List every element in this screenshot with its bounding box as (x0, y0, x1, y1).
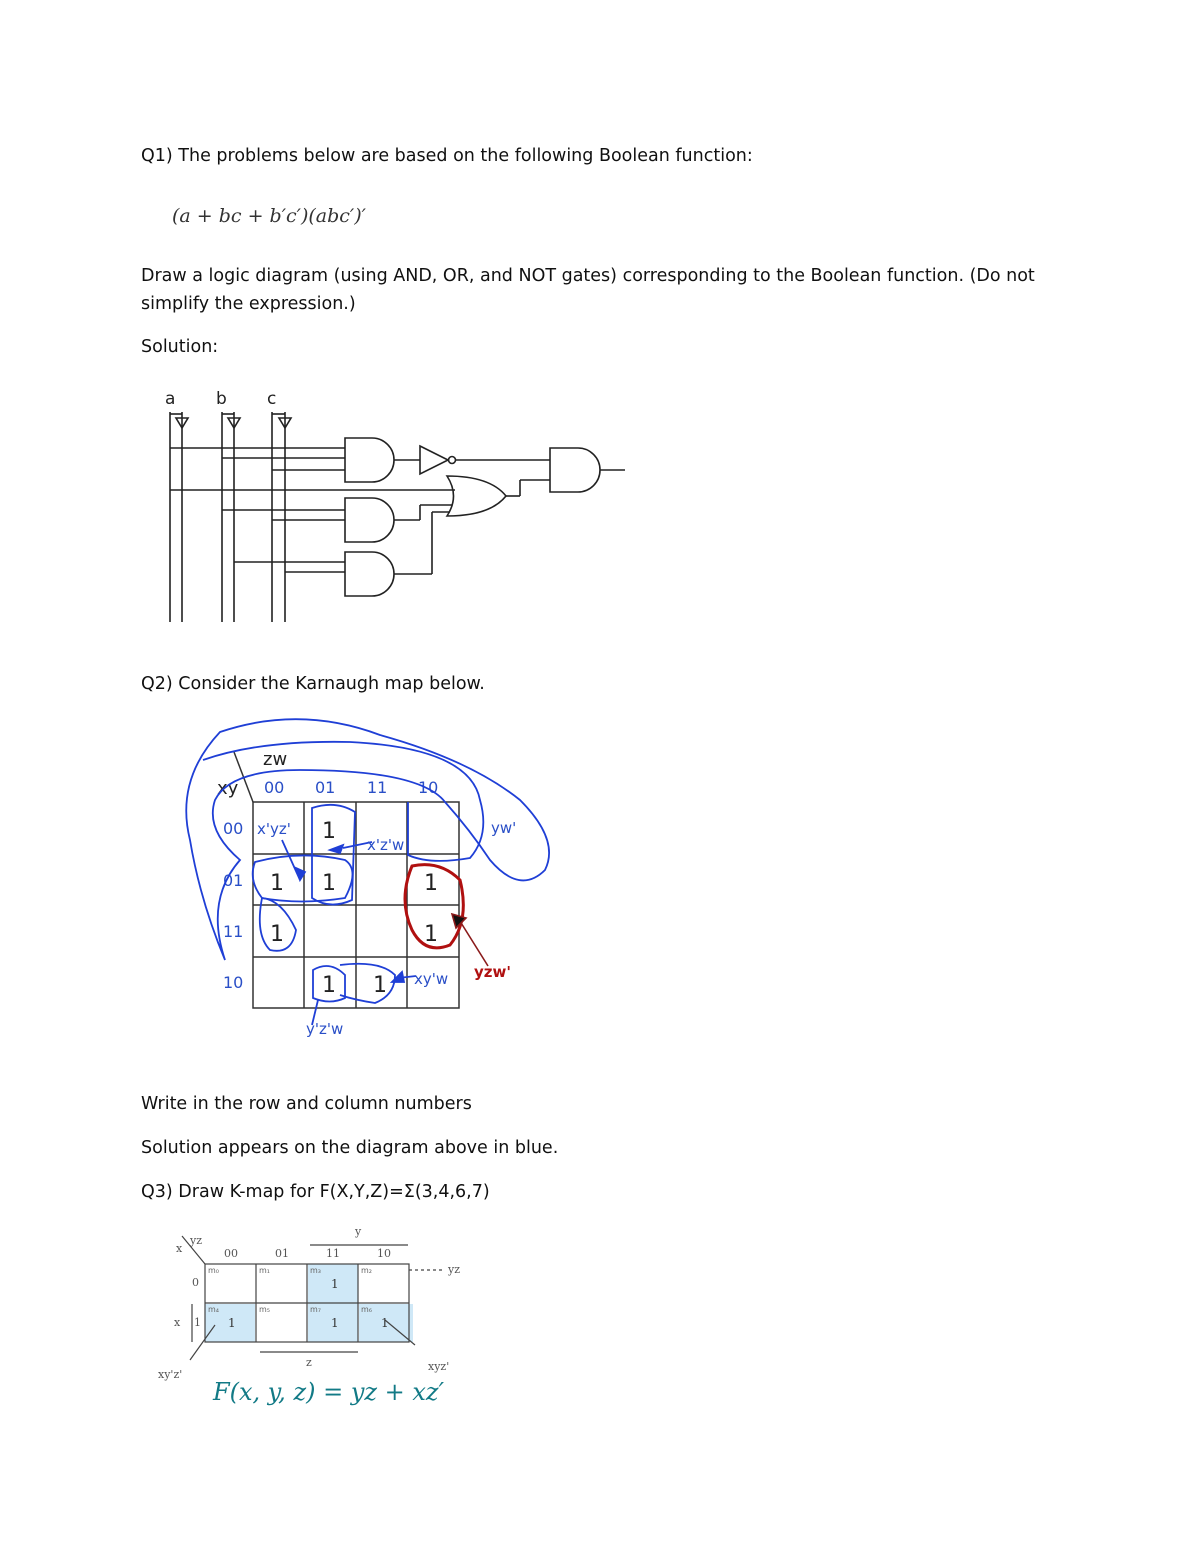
q3-row-label: 1 (194, 1316, 201, 1329)
q3-value: 1 (381, 1316, 389, 1330)
kmap-col-label: 01 (315, 778, 336, 797)
annotation-yzwp: yzw' (474, 963, 511, 981)
q3-col-label: 11 (326, 1247, 340, 1260)
q3-label-yz: yz (448, 1263, 461, 1276)
q3-col-label: 01 (275, 1247, 289, 1260)
annotation-xpzpw: x'z'w (367, 836, 405, 854)
q3-col-var: yz (190, 1234, 203, 1247)
q3-minterm: m₁ (259, 1266, 270, 1275)
kmap-row-label: 11 (223, 922, 244, 941)
kmap-cell: 1 (322, 819, 336, 844)
q1-instruction-line2: simplify the expression.) (141, 294, 356, 314)
q3-col-label: 00 (224, 1247, 238, 1260)
q3-minterm: m₇ (310, 1305, 321, 1314)
input-a-label: a (165, 389, 176, 409)
kmap-col-label: 00 (264, 778, 285, 797)
annotation-ywp: yw' (491, 819, 517, 837)
kmap-col-label: 11 (367, 778, 388, 797)
boolean-formula: (a + bc + b′c′)(abc′)′ (172, 205, 366, 227)
kmap-row-var: xy (217, 778, 239, 799)
q1-heading: Q1) The problems below are based on the following Boolean function: (141, 146, 753, 166)
q1-solution-label: Solution: (141, 337, 219, 357)
q3-result: F(x, y, z) = yz + xz′ (213, 1378, 445, 1406)
kmap-col-var: zw (263, 749, 288, 770)
q3-minterm: m₄ (208, 1305, 219, 1314)
kmap-cell: 1 (322, 973, 336, 998)
kmap-row-label: 01 (223, 871, 244, 890)
q3-row-label: 0 (192, 1276, 199, 1289)
annotation-xypw: xy'w (414, 970, 449, 988)
q3-minterm: m₅ (259, 1305, 270, 1314)
q3-label-xypzp: xy'z' (158, 1368, 183, 1381)
q3-row-var: x (176, 1242, 183, 1255)
q3-brace-x: x (174, 1316, 181, 1329)
input-b-label: b (216, 389, 227, 409)
kmap-row-label: 10 (223, 973, 244, 992)
q2-heading: Q2) Consider the Karnaugh map below. (141, 674, 485, 694)
q1-instruction-line1: Draw a logic diagram (using AND, OR, and NOT gates) corresponding to the Boolean function. (Do not (141, 266, 1035, 286)
q3-value: 1 (331, 1277, 339, 1291)
q3-minterm: m₂ (361, 1266, 372, 1275)
q3-minterm: m₃ (310, 1266, 321, 1275)
kmap-cell: 1 (424, 922, 438, 947)
q3-minterm: m₀ (208, 1266, 219, 1275)
kmap-cell: 1 (270, 871, 284, 896)
kmap-cell: 1 (424, 871, 438, 896)
q2-line1: Write in the row and column numbers (141, 1094, 472, 1114)
kmap-cell: 1 (322, 871, 336, 896)
annotation-xpyzp: x'yz' (257, 820, 291, 838)
input-c-label: c (267, 389, 277, 409)
q3-minterm: m₆ (361, 1305, 372, 1314)
q3-col-label: 10 (377, 1247, 391, 1260)
kmap-col-label: 10 (418, 778, 439, 797)
annotation-ypzpw: y'z'w (306, 1020, 344, 1038)
q3-brace-z: z (306, 1356, 312, 1369)
q3-heading: Q3) Draw K-map for F(X,Y,Z)=Σ(3,4,6,7) (141, 1182, 490, 1202)
q3-label-xyzp: xyz' (428, 1360, 450, 1373)
q3-value: 1 (228, 1316, 236, 1330)
kmap-row-label: 00 (223, 819, 244, 838)
q3-value: 1 (331, 1316, 339, 1330)
q2-line2: Solution appears on the diagram above in blue. (141, 1138, 559, 1158)
kmap-cell: 1 (270, 922, 284, 947)
kmap-cell: 1 (373, 973, 387, 998)
q3-brace-y: y (355, 1225, 362, 1238)
